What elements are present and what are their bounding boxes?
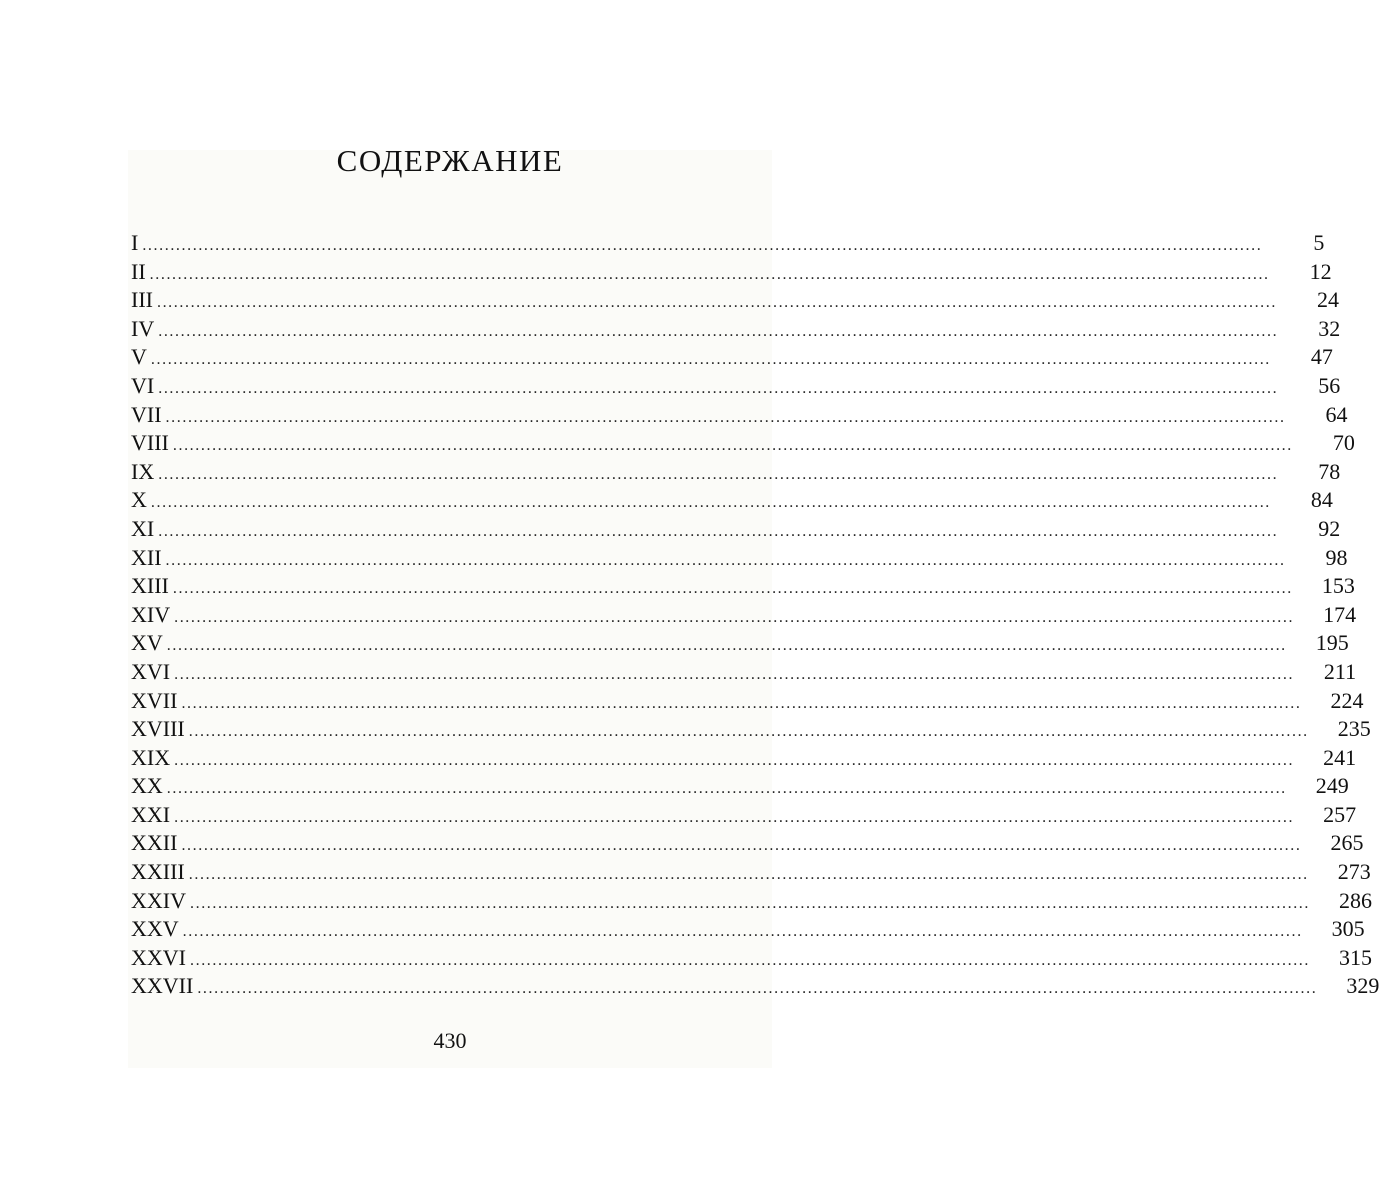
chapter-number: XXVI bbox=[131, 944, 186, 970]
dot-leader: ........................................................................................................................................................................................................ bbox=[190, 894, 1310, 912]
toc-entry bbox=[131, 458, 1341, 487]
page-reference: 265 bbox=[1330, 830, 1364, 856]
chapter-number: XIII bbox=[131, 573, 169, 599]
toc-entry bbox=[131, 486, 1333, 515]
chapter-number: VIII bbox=[131, 430, 169, 456]
toc-entry bbox=[131, 343, 1333, 372]
chapter-number: II bbox=[131, 258, 146, 284]
toc-entry bbox=[131, 829, 1364, 858]
page-reference: 174 bbox=[1323, 601, 1357, 627]
toc-entry bbox=[131, 687, 1364, 716]
dot-leader: ........................................................................................................................................................................................................ bbox=[158, 465, 1279, 483]
table-of-contents bbox=[131, 229, 1379, 1001]
dot-leader: ........................................................................................................................................................................................................ bbox=[181, 694, 1302, 712]
chapter-number: XXII bbox=[131, 830, 178, 856]
page-title: СОДЕРЖАНИЕ bbox=[336, 143, 564, 178]
chapter-number: XVII bbox=[131, 687, 178, 713]
chapter-number: VI bbox=[131, 372, 155, 398]
page-reference: 56 bbox=[1318, 372, 1341, 398]
chapter-number: VII bbox=[131, 401, 162, 427]
page-reference: 315 bbox=[1339, 944, 1372, 970]
page-reference: 249 bbox=[1315, 773, 1349, 799]
chapter-number: XXV bbox=[131, 916, 179, 942]
dot-leader: ........................................................................................................................................................................................................ bbox=[188, 723, 1309, 741]
toc-entry bbox=[131, 944, 1372, 973]
toc-entry bbox=[131, 601, 1357, 630]
dot-leader: ........................................................................................................................................................................................................ bbox=[150, 351, 1271, 369]
dot-leader: ........................................................................................................................................................................................................ bbox=[158, 322, 1279, 340]
dot-leader: ........................................................................................................................................................................................................ bbox=[156, 294, 1277, 312]
dot-leader: ........................................................................................................................................................................................................ bbox=[182, 923, 1303, 941]
dot-leader: ........................................................................................................................................................................................................ bbox=[174, 665, 1295, 683]
dot-leader: ........................................................................................................................................................................................................ bbox=[190, 951, 1310, 969]
dot-leader: ........................................................................................................................................................................................................ bbox=[197, 980, 1318, 998]
page-reference: 305 bbox=[1331, 916, 1365, 942]
dot-leader: ........................................................................................................................................................................................................ bbox=[166, 637, 1287, 655]
page-reference: 47 bbox=[1310, 344, 1333, 370]
chapter-number: XIX bbox=[131, 744, 171, 770]
chapter-number: XXI bbox=[131, 801, 171, 827]
chapter-number: XVIII bbox=[131, 716, 185, 742]
toc-entry bbox=[131, 544, 1348, 573]
chapter-number: XXVII bbox=[131, 973, 194, 999]
toc-entry bbox=[131, 715, 1371, 744]
toc-entry bbox=[131, 658, 1357, 687]
toc-entry bbox=[131, 915, 1365, 944]
toc-entry bbox=[131, 887, 1372, 916]
chapter-number: XVI bbox=[131, 658, 171, 684]
page-reference: 32 bbox=[1318, 315, 1341, 341]
page-reference: 12 bbox=[1309, 258, 1332, 284]
toc-entry bbox=[131, 286, 1339, 315]
page-reference: 211 bbox=[1323, 658, 1357, 684]
page-reference: 224 bbox=[1330, 687, 1364, 713]
dot-leader: ........................................................................................................................................................................................................ bbox=[158, 379, 1279, 397]
page-reference: 84 bbox=[1310, 487, 1333, 513]
dot-leader: ........................................................................................................................................................................................................ bbox=[172, 580, 1293, 598]
toc-entry bbox=[131, 229, 1325, 258]
toc-entry bbox=[131, 629, 1349, 658]
chapter-number: I bbox=[131, 230, 139, 255]
toc-entry bbox=[131, 429, 1355, 458]
dot-leader: ........................................................................................................................................................................................................ bbox=[172, 437, 1293, 455]
chapter-number: IX bbox=[131, 458, 155, 484]
toc-entry bbox=[131, 515, 1341, 544]
page-reference: 24 bbox=[1316, 287, 1339, 313]
toc-entry bbox=[131, 972, 1379, 1001]
page-reference: 235 bbox=[1337, 716, 1371, 742]
chapter-number: III bbox=[131, 287, 153, 313]
dot-leader: ........................................................................................................................................................................................................ bbox=[174, 751, 1295, 769]
toc-entry bbox=[131, 315, 1341, 344]
page-reference: 5 bbox=[1313, 230, 1325, 255]
page-reference: 78 bbox=[1318, 458, 1341, 484]
toc-entry bbox=[131, 372, 1341, 401]
toc-entry bbox=[131, 801, 1357, 830]
chapter-number: XXIV bbox=[131, 887, 186, 913]
chapter-number: V bbox=[131, 344, 147, 370]
dot-leader: ........................................................................................................................................................................................................ bbox=[158, 522, 1279, 540]
toc-entry bbox=[131, 401, 1348, 430]
page-reference: 195 bbox=[1315, 630, 1349, 656]
toc-entry bbox=[131, 258, 1332, 287]
dot-leader: ........................................................................................................................................................................................................ bbox=[188, 866, 1309, 884]
chapter-number: XX bbox=[131, 773, 163, 799]
chapter-number: X bbox=[131, 487, 147, 513]
dot-leader: ........................................................................................................................................................................................................ bbox=[166, 780, 1287, 798]
dot-leader: ........................................................................................................................................................................................................ bbox=[174, 608, 1295, 626]
dot-leader: ........................................................................................................................................................................................................ bbox=[149, 265, 1270, 283]
chapter-number: XIV bbox=[131, 601, 171, 627]
page-reference: 153 bbox=[1321, 573, 1355, 599]
page-reference: 329 bbox=[1346, 973, 1379, 999]
chapter-number: XV bbox=[131, 630, 163, 656]
page-reference: 286 bbox=[1339, 887, 1372, 913]
dot-leader: ........................................................................................................................................................................................................ bbox=[174, 808, 1295, 826]
page-reference: 257 bbox=[1323, 801, 1357, 827]
page-reference: 92 bbox=[1318, 515, 1341, 541]
page-reference: 70 bbox=[1332, 430, 1355, 456]
dot-leader: ........................................................................................................................................................................................................ bbox=[165, 408, 1286, 426]
page-reference: 241 bbox=[1323, 744, 1357, 770]
page-reference: 64 bbox=[1325, 401, 1348, 427]
toc-entry bbox=[131, 744, 1357, 773]
page-reference: 98 bbox=[1325, 544, 1348, 570]
dot-leader: ........................................................................................................................................................................................................ bbox=[150, 494, 1271, 512]
chapter-number: XI bbox=[131, 515, 155, 541]
dot-leader: ........................................................................................................................................................................................................ bbox=[165, 551, 1286, 569]
toc-entry bbox=[131, 858, 1371, 887]
page-reference: 273 bbox=[1337, 859, 1371, 885]
toc-entry bbox=[131, 572, 1355, 601]
dot-leader: ........................................................................................................................................................................................................ bbox=[181, 837, 1302, 855]
chapter-number: IV bbox=[131, 315, 155, 341]
toc-entry bbox=[131, 772, 1349, 801]
chapter-number: XXIII bbox=[131, 859, 185, 885]
dot-leader: ........................................................................................................................................................................................................ bbox=[142, 237, 1263, 254]
page-number: 430 bbox=[433, 1028, 467, 1053]
chapter-number: XII bbox=[131, 544, 162, 570]
